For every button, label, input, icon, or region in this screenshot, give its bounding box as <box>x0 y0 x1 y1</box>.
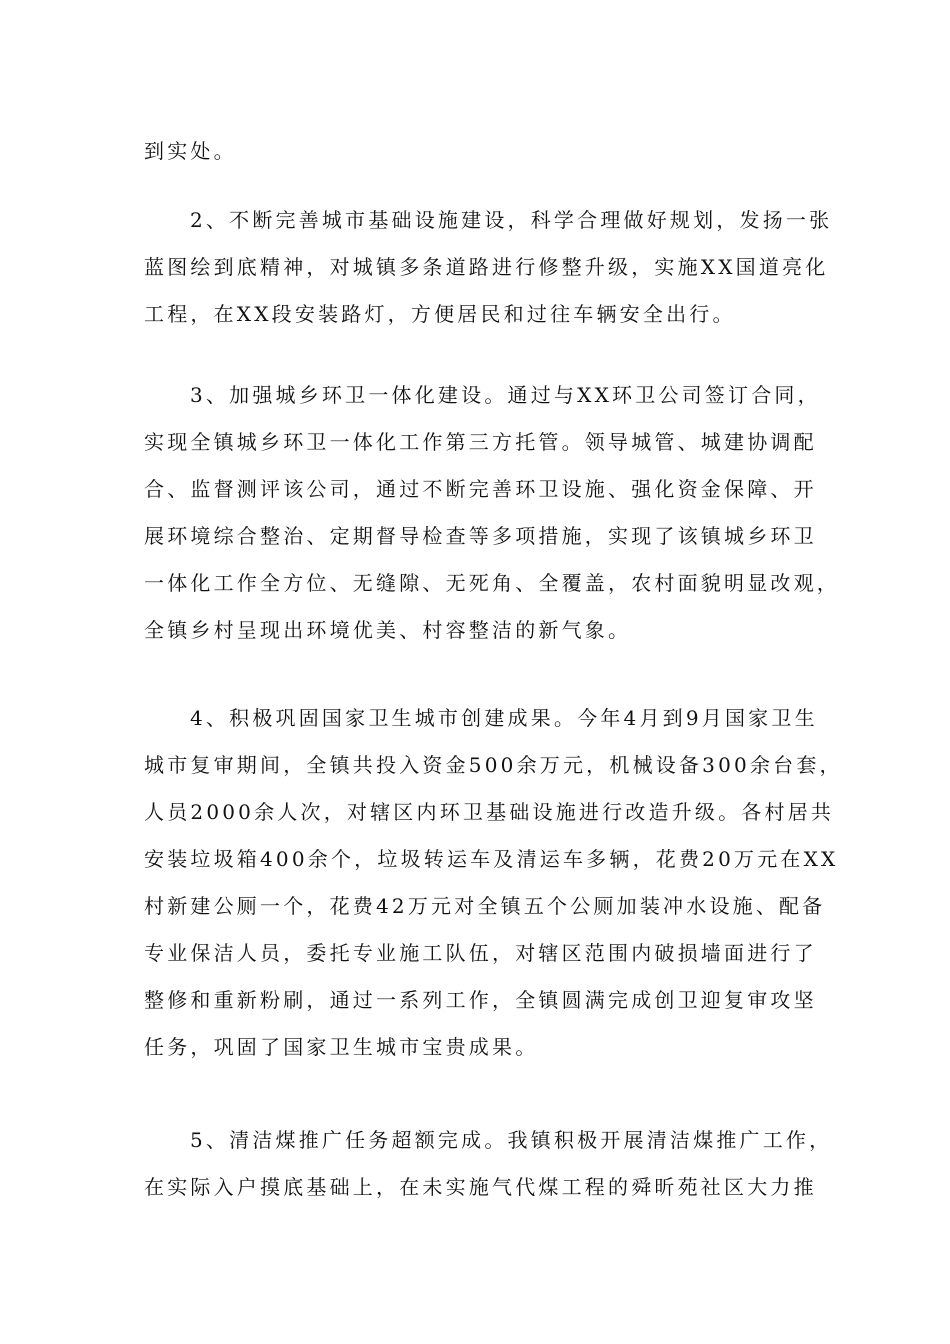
text-line: 展环境综合整治、定期督导检查等多项措施，实现了该镇城乡环卫 <box>144 524 817 548</box>
paragraph-1 <box>144 130 806 172</box>
paragraph-4 <box>144 697 843 1068</box>
text-line: 村新建公厕一个，花费42万元对全镇五个公厕加装冲水设施、配备 <box>144 894 826 918</box>
text-line: 城市复审期间，全镇共投入资金500余万元，机械设备300余台套， <box>144 753 843 777</box>
paragraph-5 <box>144 1119 833 1208</box>
text-line: 任务，巩固了国家卫生城市宝贵成果。 <box>144 1035 539 1059</box>
text-line: 合、监督测评该公司，通过不断完善环卫设施、强化资金保障、开 <box>144 477 817 501</box>
text-line: 蓝图绘到底精神，对城镇多条道路进行修整升级，实施XX国道亮化 <box>144 255 829 279</box>
paragraph-3 <box>144 374 840 651</box>
text-line: 到实处。 <box>144 139 237 163</box>
paragraph-2 <box>144 199 833 335</box>
text-line: 5、清洁煤推广任务超额完成。我镇积极开展清洁煤推广工作， <box>190 1128 833 1152</box>
text-line: 4、积极巩固国家卫生城市创建成果。今年4月到9月国家卫生 <box>190 706 818 730</box>
text-line: 安装垃圾箱400余个，垃圾转运车及清运车多辆，花费20万元在XX <box>144 847 839 871</box>
text-line: 人员2000余人次，对辖区内环卫基础设施进行改造升级。各村居共 <box>144 800 835 824</box>
text-line: 工程，在XX段安装路灯，方便居民和过往车辆安全出行。 <box>144 302 736 326</box>
text-line: 整修和重新粉刷，通过一系列工作，全镇圆满完成创卫迎复审攻坚 <box>144 988 817 1012</box>
text-line: 一体化工作全方位、无缝隙、无死角、全覆盖，农村面貌明显改观， <box>144 571 840 595</box>
text-line: 全镇乡村呈现出环境优美、村容整洁的新气象。 <box>144 618 632 642</box>
text-line: 实现全镇城乡环卫一体化工作第三方托管。领导城管、城建协调配 <box>144 430 817 454</box>
text-line: 3、加强城乡环卫一体化建设。通过与XX环卫公司签订合同， <box>190 383 821 407</box>
text-line: 2、不断完善城市基础设施建设，科学合理做好规划，发扬一张 <box>190 208 833 232</box>
text-line: 专业保洁人员，委托专业施工队伍，对辖区范围内破损墙面进行了 <box>144 941 817 965</box>
text-line: 在实际入户摸底基础上，在未实施气代煤工程的舜昕苑社区大力推 <box>144 1175 817 1199</box>
